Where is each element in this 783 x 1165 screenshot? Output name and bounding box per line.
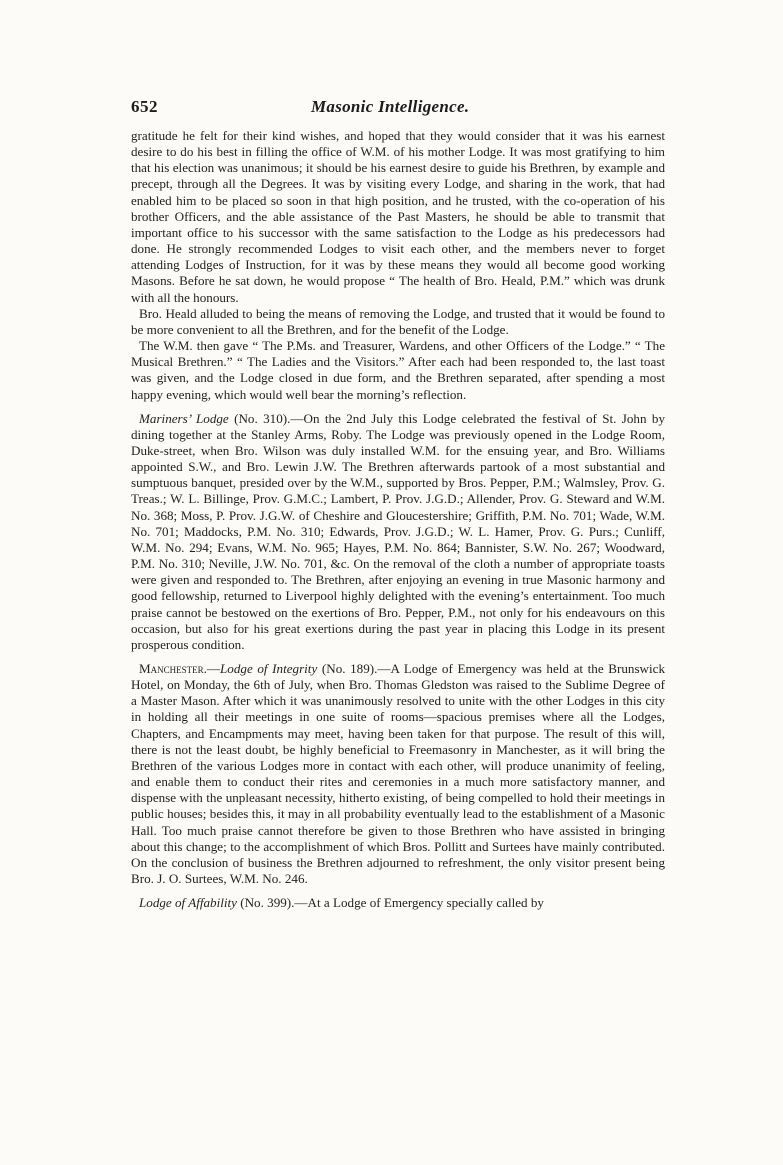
paragraph-manchester (131, 661, 665, 887)
running-title: Masonic Intelligence. (311, 97, 470, 116)
paragraph-mariners-lodge (131, 411, 665, 653)
place-heading-manchester: Manchester. (139, 661, 207, 676)
paragraph-affability (131, 895, 665, 911)
paragraph-toast-reply: gratitude he felt for their kind wishes, and hoped that they would consider that it was his earnest desire to do his best in filling the office of W.M. of his mother Lodge. It was most gratifying to him that his election was unanimous; it should be his earnest desire to guide his Brethren, by example and precept, through all the Degrees. It was by visiting every Lodge, and sharing in the work, that had enabled him to be placed so soon in that high position, and he trusted, with the co-operation of his brother Officers, and the able assistance of the Past Masters, he should be able to transmit that important office to his successor with the same satisfaction to the Lodge as his predecessors had done. He strongly recommended Lodges to visit each other, and the members never to forget attending Lodges of Instruction, for it was by these means they would all become good working Masons. Before he sat down, he would propose “ The health of Bro. Heald, P.M.” which was drunk with all the honours. (131, 128, 665, 305)
paragraph-affability-text: (No. 399).—At a Lodge of Emergency specially called by (236, 895, 544, 911)
lodge-name-mariners: Mariners’ Lodge (139, 410, 229, 426)
page-number: 652 (131, 97, 158, 116)
lodge-name-affability: Lodge of Affability (139, 895, 237, 911)
paragraph-mariners-text: (No. 310).—On the 2nd July this Lodge celebrated the festival of St. John by dining together at the Stanley Arms, Roby. The Lodge was previously opened in the Lodge Room, Duke-street, when Bro. Wilson was duly installed W.M. for the ensuing year, and Bro. Williams appointed S.W., and Bro. Lewin J.W. The Brethren afterwards partook of a most substantial and sumptuous banquet, presided over by the W.M., supported by Bros. Pepper, P.M.; Walmsley, Prov. G. Treas.; W. L. Billinge, Prov. G.M.C.; Lambert, P. Prov. J.G.D.; Allender, Prov. G. Steward and W.M. No. 368; Moss, P. Prov. J.G.W. of Cheshire and Gloucestershire; Griffith, P.M. No. 701; Wade, W.M. No. 701; Maddocks, P.M. No. 310; Edwards, Prov. J.G.D.; W. L. Hamer, Prov. G. Purs.; Cunliff, W.M. No. 294; Evans, W.M. No. 965; Hayes, P.M. No. 864; Bannister, S.W. No. 267; Woodward, P.M. No. 310; Neville, J.W. No. 701, &c. On the removal of the cloth a number of appropriate toasts were given and responded to. The Brethren, after enjoying an evening in true Masonic harmony and good fellowship, returned to Liverpool highly delighted with the evening’s entertainment. Too much praise cannot be bestowed on the exertions of Bro. Pepper, P.M., not only for his endeavours on this occasion, but also for his great exertions during the past year in placing this Lodge in its present prosperous condition. (131, 410, 665, 652)
paragraph-integrity-text: (No. 189).—A Lodge of Emergency was held at the Brunswick Hotel, on Monday, the 6th of July, when Bro. Thomas Gledston was raised to the Sublime Degree of a Master Mason. After which it was unanimously resolved to unite with the other Lodges in this city in holding all their meetings in one suite of rooms—spacious premises where all the Lodges, Chapters, and Encampments may meet, having been taken for that purpose. The result of this will, there is not the least doubt, be highly beneficial to Freemasonry in Manchester, as it will bring the Brethren of the various Lodges more in contact with each other, will produce unanimity of feeling, and enable them to conduct their rites and ceremonies in a much more satisfactory manner, and dispense with the unpleasant necessity, hitherto existing, of being compelled to hold their meetings in public houses; besides this, it may in all probability eventually lead to the establishment of a Masonic Hall. Too much praise cannot therefore be given to those Brethren who have assisted in bringing about this change; to the accomplishment of which Bros. Pollitt and Surtees have mainly contributed. On the conclusion of business the Brethren adjourned to refreshment, the only visitor present being Bro. J. O. Surtees, W.M. No. 246. (131, 661, 665, 887)
heading-dash: — (206, 661, 221, 676)
paragraph-bro-heald: Bro. Heald alluded to being the means of removing the Lodge, and trusted that it would be found to be more convenient to all the Brethren, and for the benefit of the Lodge. (131, 305, 665, 337)
page-header (131, 97, 666, 121)
lodge-name-integrity: Lodge of Integrity (220, 661, 318, 676)
paragraph-wm-toasts: The W.M. then gave “ The P.Ms. and Treasurer, Wardens, and other Officers of the Lodge.” “ The Musical Brethren.” “ The Ladies and the Visitors.” After each had been responded to, the last toast was given, and the Lodge closed in due form, and the Brethren separated, after spending a most happy evening, which would well bear the morning’s reflection. (131, 338, 665, 402)
article-body (131, 128, 665, 911)
